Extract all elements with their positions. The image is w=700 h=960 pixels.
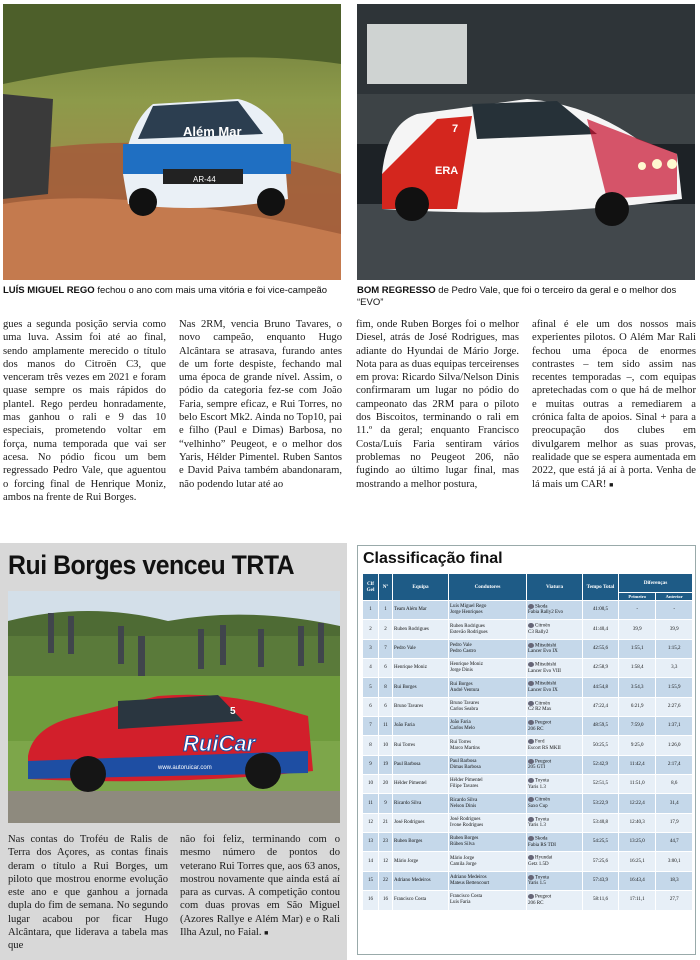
cell-driver-2: Carlos Melo — [450, 726, 475, 732]
cell-team: Francisco Costa — [394, 897, 427, 903]
cell-num: 7 — [384, 645, 387, 651]
cell-car-brand: Toyota — [535, 817, 549, 823]
cell-driver-2: Ivone Rodrigues — [450, 822, 484, 828]
caption-text: de Pedro Vale, que foi o terceiro da geral e o melhor dos “EVO” — [357, 285, 677, 308]
sidebar-column-2 — [180, 833, 340, 940]
cell-driver-2: Estevão Rodrigues — [450, 629, 488, 635]
cell-pos: 14 — [368, 858, 373, 864]
cell-num: 6 — [384, 665, 387, 671]
brand-logo-icon — [528, 875, 534, 880]
end-mark: ■ — [264, 930, 269, 938]
table-row — [363, 813, 693, 832]
cell-driver-1: Ruben Borges — [450, 836, 479, 842]
cell-diff-first: 12:40,3 — [629, 819, 645, 825]
cell-driver-2: Jorge Dinis — [450, 668, 473, 674]
brand-logo-icon — [528, 817, 534, 822]
cell-time: 52:51,5 — [592, 781, 609, 787]
cell-driver-2: Nelson Dinis — [450, 803, 477, 809]
table-row — [363, 794, 693, 813]
cell-diff-prev: 3,3 — [671, 665, 678, 671]
cell-car-brand: Peugeot — [535, 759, 552, 765]
cell-car-model: Lancer Evo IX — [528, 687, 558, 693]
cell-pos: 15 — [368, 877, 373, 883]
cell-car-brand: Citroën — [535, 701, 550, 707]
article-text: afinal é ele um dos nossos mais experientes pilotos. O Além Mar Rali fechou uma época de enormes contrastes – tem sido assim nas recentes temporadas –, com equipas apretechadas com o que há de melhor e muitas outras a remediarem a crónica falta de apoios. Sinal + para a preocupação dos clubes em divulgarem melhor as suas provas, realidade que se espera aumentada em 2022, que está já aí à porta. Venha de lá mais um CAR! — [532, 319, 696, 490]
cell-car-model: 206 RC — [528, 726, 544, 732]
cell-driver-2: Carlos Seabra — [450, 706, 478, 712]
cell-time: 42:58,9 — [592, 665, 609, 671]
cell-diff-prev: 1:37,1 — [667, 723, 681, 729]
cell-num: 21 — [383, 819, 388, 825]
car-livery-text: ERA — [435, 165, 459, 177]
cell-diff-first: 6:21,9 — [630, 703, 644, 709]
cell-car-brand: Skoda — [535, 836, 548, 842]
table-row — [363, 775, 693, 794]
car-number: 5 — [230, 706, 236, 717]
cell-diff-first: 1:58,4 — [630, 665, 644, 671]
cell-driver-1: Bruno Tavares — [450, 700, 480, 706]
sidebar-title: Rui Borges venceu TRTA — [8, 550, 295, 580]
cell-driver-1: Adriano Medeiros — [450, 874, 487, 880]
cell-diff-prev: 3:00,1 — [667, 858, 681, 864]
col-header-car: Viatura — [527, 574, 583, 601]
photo-vale-mitsubishi — [357, 4, 695, 280]
brand-logo-icon — [528, 836, 534, 841]
cell-pos: 6 — [369, 703, 372, 709]
cell-team: Rui Torres — [394, 742, 416, 748]
brand-logo-icon — [528, 739, 534, 744]
cell-pos: 10 — [368, 781, 373, 787]
cell-time: 44:54,8 — [592, 684, 609, 690]
cell-diff-prev: 31,4 — [669, 800, 679, 806]
cell-team: Ruben Borges — [394, 839, 423, 845]
cell-diff-first: 7:59,0 — [630, 723, 644, 729]
cell-diff-first: 16:25,1 — [629, 858, 645, 864]
cell-driver-2: Jorge Henriques — [450, 610, 483, 616]
cell-car-brand: Citroën — [535, 623, 550, 629]
cell-car-model: Lancer Evo VIII — [528, 668, 561, 674]
cell-num: 19 — [383, 761, 388, 767]
cell-team: Bruno Tavares — [394, 703, 424, 709]
cell-diff-first: 3:54,3 — [630, 684, 644, 690]
cell-team: Adriano Medeiros — [394, 877, 431, 883]
cell-num: 10 — [383, 742, 388, 748]
brand-logo-icon — [528, 797, 534, 802]
table-row — [363, 678, 693, 697]
cell-car-brand: Peugeot — [535, 720, 552, 726]
cell-driver-1: Mário Jorge — [450, 855, 475, 861]
cell-driver-1: Hélder Pimentel — [450, 778, 483, 784]
cell-team: Ruben Rodrigues — [394, 626, 429, 632]
cell-time: 50:25,5 — [592, 742, 609, 748]
table-row — [363, 717, 693, 736]
cell-team: Hélder Pimentel — [394, 781, 427, 787]
cell-car-model: Yaris 1.5 — [528, 881, 546, 887]
cell-car-model: 206 RC — [528, 900, 544, 906]
cell-car-model: Yaris 1.3 — [528, 823, 546, 829]
col-header-num: Nº — [379, 574, 393, 601]
cell-car-model: 205 GTI — [528, 765, 546, 771]
brand-logo-icon — [528, 720, 534, 725]
cell-pos: 11 — [368, 800, 373, 806]
car-website: www.autoruicar.com — [158, 765, 212, 771]
col-header-first: Primeiro — [619, 593, 656, 601]
cell-driver-1: Ruben Rodrigues — [450, 623, 485, 629]
col-header-pos: Clf Gel — [363, 574, 379, 601]
table-row — [363, 755, 693, 774]
cell-time: 57:25,6 — [592, 858, 609, 864]
cell-time: 52:42,9 — [592, 761, 609, 767]
cell-car-brand: Peugeot — [535, 894, 552, 900]
table-row — [363, 891, 693, 910]
sidebar-text: não foi feliz, terminando com o mesmo número de pontos do veterano Rui Torres que, aos 63 anos, mostrou novamente que ainda está aí para as curvas. A competição contou com duas provas em São Miguel (Azores Rallye e Além Mar) e o Rali Ilha Azul, no Faial. — [180, 834, 340, 939]
cell-time: 41:00,5 — [592, 607, 609, 613]
cell-num: 1 — [384, 607, 387, 613]
table-body — [363, 601, 693, 911]
cell-num: 20 — [383, 781, 388, 787]
brand-logo-icon — [528, 643, 534, 648]
car-number: 7 — [452, 123, 459, 135]
cell-car-brand: Citroën — [535, 797, 550, 803]
brand-logo-icon — [528, 604, 534, 609]
cell-car-model: C3 Rally2 — [528, 629, 549, 635]
brand-logo-icon — [528, 894, 534, 899]
brand-logo-icon — [528, 855, 534, 860]
cell-diff-first: 13:25,0 — [629, 839, 645, 845]
cell-car-brand: Skoda — [535, 604, 548, 610]
cell-diff-prev: 39,9 — [669, 626, 679, 632]
article-column-4 — [532, 318, 696, 492]
cell-driver-1: José Rodrigues — [450, 816, 481, 822]
cell-time: 48:59,5 — [592, 723, 609, 729]
cell-diff-first: 39,9 — [632, 626, 642, 632]
cell-pos: 5 — [369, 684, 372, 690]
table-row — [363, 852, 693, 871]
cell-pos: 3 — [369, 645, 372, 651]
cell-time: 53:22,9 — [592, 800, 609, 806]
photo-ruicar — [8, 591, 340, 823]
cell-diff-first: - — [636, 607, 639, 613]
cell-num: 11 — [383, 723, 388, 729]
table-row — [363, 659, 693, 678]
cell-car-model: Yaris 1.3 — [528, 784, 546, 790]
cell-time: 47:22,4 — [592, 703, 609, 709]
cell-car-brand: Mitsubishi — [535, 643, 557, 649]
cell-diff-first: 12:22,4 — [629, 800, 645, 806]
cell-diff-first: 16:43,4 — [629, 877, 645, 883]
cell-diff-prev: 8,6 — [671, 781, 678, 787]
cell-team: Henrique Moniz — [394, 665, 427, 671]
cell-pos: 13 — [368, 839, 373, 845]
cell-driver-1: Paul Barbosa — [450, 758, 477, 764]
cell-car-brand: Toyota — [535, 778, 549, 784]
car-plate: AR-44 — [193, 175, 216, 184]
cell-diff-first: 1:55,1 — [630, 645, 644, 651]
cell-diff-first: 9:25,0 — [630, 742, 644, 748]
cell-driver-1: João Faria — [450, 720, 471, 726]
cell-car-model: Saxo Cup — [528, 803, 548, 809]
cell-car-model: Escort RS MKII — [528, 745, 561, 751]
cell-pos: 8 — [369, 742, 372, 748]
cell-car-model: Getz 1.5D — [528, 861, 549, 867]
cell-driver-2: Marco Martins — [450, 745, 480, 751]
brand-logo-icon — [528, 623, 534, 628]
brand-logo-icon — [528, 681, 534, 686]
caption-name: BOM REGRESSO — [357, 285, 436, 296]
cell-team: Team Além Mar — [394, 607, 427, 613]
cell-diff-prev: 1:26,0 — [667, 742, 681, 748]
photo-rego-skoda — [3, 4, 341, 280]
cell-team: Mário Jorge — [394, 858, 419, 864]
cell-num: 23 — [383, 839, 388, 845]
cell-driver-1: Francisco Costa — [450, 894, 483, 900]
cell-team: José Rodrigues — [394, 819, 425, 825]
cell-car-brand: Toyota — [535, 875, 549, 881]
cell-time: 54:25,5 — [592, 839, 609, 845]
cell-team: Paul Barbosa — [394, 761, 421, 767]
cell-driver-1: Henrique Moniz — [450, 662, 483, 668]
cell-driver-2: Rúben Silva — [450, 842, 475, 848]
cell-team: Pedro Vale — [394, 645, 416, 651]
cell-team: Ricardo Silva — [394, 800, 422, 806]
brand-logo-icon — [528, 701, 534, 706]
col-header-prev: Anterior — [656, 593, 693, 601]
cell-diff-prev: 2:17,4 — [667, 761, 681, 767]
cell-pos: 16 — [368, 897, 373, 903]
cell-diff-prev: 17,9 — [669, 819, 679, 825]
table-row — [363, 601, 693, 620]
cell-time: 41:40,4 — [592, 626, 609, 632]
sidebar-column-1 — [8, 833, 168, 953]
cell-pos: 9 — [369, 761, 372, 767]
cell-num: 22 — [383, 877, 388, 883]
cell-num: 6 — [384, 703, 387, 709]
cell-num: 16 — [383, 897, 388, 903]
cell-driver-1: Pedro Vale — [450, 642, 472, 648]
table-row — [363, 871, 693, 890]
col-header-team: Equipa — [393, 574, 449, 601]
caption-text: fechou o ano com mais uma vitória e foi vice-campeão — [97, 285, 328, 296]
cell-diff-prev: 1:55,9 — [667, 684, 681, 690]
cell-driver-2: Mateus Bettencourt — [450, 880, 490, 886]
col-header-drivers: Condutores — [449, 574, 527, 601]
cell-pos: 4 — [369, 665, 372, 671]
cell-car-brand: Mitsubishi — [535, 681, 557, 687]
col-header-time: Tempo Total — [583, 574, 619, 601]
cell-time: 42:55,6 — [592, 645, 609, 651]
cell-diff-first: 11:42,4 — [629, 761, 645, 767]
car-livery-text: Além Mar — [183, 124, 242, 139]
cell-pos: 2 — [369, 626, 372, 632]
article-column-2 — [179, 318, 342, 491]
cell-diff-prev: - — [673, 607, 676, 613]
article-text: fim, onde Ruben Borges foi o melhor Diesel, atrás de José Rodrigues, mas adiante do Hyundai de Mário Jorge. Nota para as duas equipas terceirenses em prova: Ricardo Silva/Nelson Dinis confirmaram um lugar no pódio do campeonato das 2RM para o piloto dos Biscoitos, terminando o rali em 11.º da geral; enquanto Francisco Costa/Luís Faria sentiram vários problemas no Peugeot 206, não fugindo ao último lugar final, mas mostrando a melhor postura, — [356, 319, 519, 490]
brand-logo-icon — [528, 759, 534, 764]
caption-top-right — [357, 285, 695, 309]
brand-logo-icon — [528, 778, 534, 783]
car-livery-text: RuiCar — [183, 731, 256, 756]
cell-diff-first: 17:11,1 — [629, 897, 645, 903]
cell-driver-2: Pedro Castro — [450, 648, 476, 654]
cell-team: João Faria — [394, 723, 415, 729]
cell-car-model: C2 R2 Max — [528, 707, 552, 713]
cell-car-brand: Hyundai — [535, 855, 553, 861]
sidebar-text: Nas contas do Troféu de Ralis de Terra dos Açores, as contas finais deram o título a Rui Borges, um piloto que mostrou enorme evolução este ano e que ganhou a jornada dupla do fim de semana. No segundo lugar acabou por ficar Hugo Alcântara, que liderava a tabela mas que — [8, 834, 168, 952]
cell-driver-2: Luís Faria — [450, 900, 471, 906]
caption-name: LUÍS MIGUEL REGO — [3, 285, 95, 296]
cell-driver-2: Filipe Tavares — [450, 784, 479, 790]
cell-driver-1: Rui Borges — [450, 681, 473, 687]
article-column-1 — [3, 318, 166, 504]
cell-num: 2 — [384, 626, 387, 632]
cell-pos: 1 — [369, 607, 372, 613]
article-column-3 — [356, 318, 519, 491]
cell-car-brand: Mitsubishi — [535, 662, 557, 668]
cell-car-model: Lancer Evo IX — [528, 649, 558, 655]
cell-pos: 7 — [369, 723, 372, 729]
cell-diff-prev: 27,7 — [669, 897, 679, 903]
cell-time: 57:43,9 — [592, 877, 609, 883]
cell-car-model: Fabia RS TDI — [528, 842, 556, 848]
table-title: Classificação final — [363, 550, 503, 567]
cell-driver-2: Camila Jorge — [450, 861, 477, 867]
caption-top-left — [3, 285, 341, 297]
cell-team: Rui Borges — [394, 684, 417, 690]
cell-driver-2: André Ventura — [450, 687, 480, 693]
cell-num: 8 — [384, 684, 387, 690]
table-row — [363, 620, 693, 639]
cell-driver-1: Rui Torres — [450, 739, 472, 745]
article-text: Nas 2RM, vencia Bruno Tavares, o novo campeão, enquanto Hugo Alcântara se atrasava, furando antes de um forte despiste, fechando mal uma época de grande nível. Assim, o pódio da categoria fez-se com João Faria, sempre eficaz, e Rui Torres, no belo Escort Mk2. Ainda no Top10, pai e filho (Paul e Dimas) Barbosa, no “velhinho” Peugeot, e o melhor dos Yaris, Hélder Pimentel. Ruben Santos e David Paiva também abandonaram, não podendo lutar até ao — [179, 319, 342, 490]
cell-driver-1: Luís Miguel Rego — [450, 604, 487, 610]
brand-logo-icon — [528, 662, 534, 667]
cell-diff-prev: 18,3 — [669, 877, 679, 883]
classification-table — [362, 573, 693, 911]
table-row — [363, 639, 693, 658]
table-row — [363, 833, 693, 852]
article-text: gues a segunda posição servia como uma luva. Assim foi até ao final, sendo amplamente merecido o título dos manos do Citroën C3, que venceram três vezes em 2021 e foram quase sempre os mais rápidos do plantel. Rego perdeu honradamente, mas ganhou o rali e 9 das 10 especiais, prometendo voltar em força, numa temporada que vai ser acesa. No pódio ficou um bem regressado Pedro Vale, que aguentou o forcing final de Henrique Moniz, ambos na frente de Rui Borges. — [3, 319, 166, 503]
cell-car-model: Fabia Rally2 Evo — [528, 610, 563, 616]
cell-pos: 12 — [368, 819, 373, 825]
cell-diff-prev: 2:27,6 — [667, 703, 681, 709]
table-row — [363, 736, 693, 755]
cell-diff-prev: 44,7 — [669, 839, 679, 845]
cell-driver-1: Ricardo Silva — [450, 797, 478, 803]
cell-time: 53:40,8 — [592, 819, 609, 825]
cell-num: 9 — [384, 800, 387, 806]
cell-diff-first: 11:51,0 — [629, 781, 645, 787]
cell-time: 58:11,6 — [593, 897, 608, 903]
end-mark: ■ — [609, 481, 614, 489]
classification-table-box — [357, 545, 696, 955]
table-row — [363, 697, 693, 716]
cell-driver-2: Dimas Barbosa — [450, 764, 481, 770]
cell-car-brand: Ford — [535, 739, 545, 745]
cell-diff-prev: 1:15,2 — [667, 645, 681, 651]
cell-num: 12 — [383, 858, 388, 864]
col-header-diff: Diferenças — [619, 574, 693, 593]
